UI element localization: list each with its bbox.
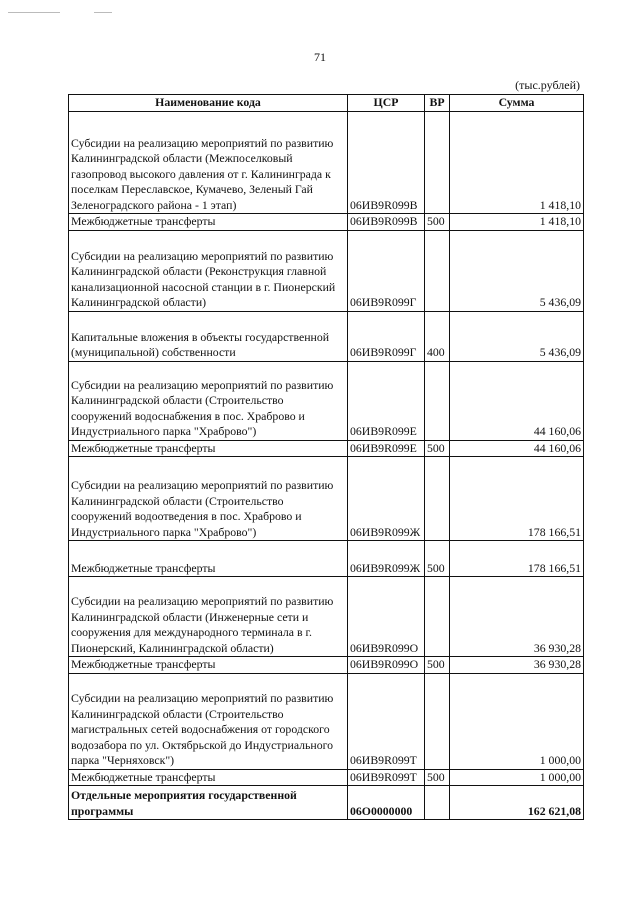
row-name: Субсидии на реализацию мероприятий по развитию Калининградской области (Строительство сооружений водоотведения в пос. Храброво и Индустриального парка "Храброво"): [69, 457, 348, 541]
row-name: Субсидии на реализацию мероприятий по развитию Калининградской области (Реконструкция главной канализационной насосной станции в г. Пионерский Калининградской области): [69, 230, 348, 311]
table-row: [69, 769, 584, 786]
row-sum: 178 166,51: [450, 541, 584, 577]
table-row: [69, 577, 584, 657]
row-sum: 1 000,00: [450, 673, 584, 769]
header-sum: Сумма: [450, 95, 584, 112]
table-row: [69, 311, 584, 361]
row-vr: [425, 111, 450, 214]
row-name: Межбюджетные трансферты: [69, 769, 348, 786]
row-sum: 1 418,10: [450, 214, 584, 231]
row-csr: 06ИВ9R099Т: [348, 673, 425, 769]
row-vr: [425, 577, 450, 657]
row-sum: 36 930,28: [450, 657, 584, 674]
page-number: 71: [314, 50, 326, 64]
row-csr: 06ИВ9R099Ж: [348, 457, 425, 541]
table-row: [69, 214, 584, 231]
row-sum: 44 160,06: [450, 361, 584, 440]
row-sum: 44 160,06: [450, 440, 584, 457]
header-csr: ЦСР: [348, 95, 425, 112]
table-row: [69, 230, 584, 311]
row-vr: 500: [425, 541, 450, 577]
table-row: [69, 541, 584, 577]
header-name: Наименование кода: [69, 95, 348, 112]
row-vr: [425, 786, 450, 820]
row-csr: 06ИВ9R099Г: [348, 311, 425, 361]
table-header-row: [69, 95, 584, 112]
table-row: [69, 673, 584, 769]
row-name: Субсидии на реализацию мероприятий по развитию Калининградской области (Межпоселковый газопровод высокого давления от г. Калининграда к поселкам Переславское, Кумачево, Зеленый Гай Зеленоградского района - 1 этап): [69, 111, 348, 214]
row-vr: 500: [425, 440, 450, 457]
row-csr: 06ИВ9R099В: [348, 111, 425, 214]
row-csr: 06ИВ9R099О: [348, 657, 425, 674]
row-csr: 06ИВ9R099В: [348, 214, 425, 231]
row-name: Капитальные вложения в объекты государственной (муниципальной) собственности: [69, 311, 348, 361]
row-vr: [425, 457, 450, 541]
row-sum: 1 000,00: [450, 769, 584, 786]
row-vr: [425, 230, 450, 311]
header-vr: ВР: [425, 95, 450, 112]
row-name: Межбюджетные трансферты: [69, 657, 348, 674]
scan-artifact: [94, 12, 112, 13]
row-csr: 06ИВ9R099Ж: [348, 541, 425, 577]
table-row: [69, 361, 584, 440]
row-name: Межбюджетные трансферты: [69, 440, 348, 457]
row-name: Отдельные мероприятия государственной программы: [69, 786, 348, 820]
row-csr: 06ИВ9R099Г: [348, 230, 425, 311]
row-sum: 5 436,09: [450, 230, 584, 311]
row-sum: 162 621,08: [450, 786, 584, 820]
row-sum: 178 166,51: [450, 457, 584, 541]
row-vr: [425, 673, 450, 769]
row-sum: 1 418,10: [450, 111, 584, 214]
row-name: Субсидии на реализацию мероприятий по развитию Калининградской области (Инженерные сети и сооружения для международного терминала в г. Пионерский, Калининградской области): [69, 577, 348, 657]
row-vr: 400: [425, 311, 450, 361]
table-row: [69, 657, 584, 674]
row-vr: [425, 361, 450, 440]
scan-artifact: [8, 12, 60, 13]
units-label: (тыс.рублей): [515, 78, 580, 92]
row-csr: 06ИВ9R099Т: [348, 769, 425, 786]
row-vr: 500: [425, 657, 450, 674]
row-name: Межбюджетные трансферты: [69, 214, 348, 231]
row-csr: 06ИВ9R099О: [348, 577, 425, 657]
table-row-total: [69, 786, 584, 820]
row-name: Субсидии на реализацию мероприятий по развитию Калининградской области (Строительство сооружений водоснабжения в пос. Храброво и Индустриального парка "Храброво"): [69, 361, 348, 440]
table-row: [69, 440, 584, 457]
row-csr: 06ИВ9R099Е: [348, 440, 425, 457]
row-name: Межбюджетные трансферты: [69, 541, 348, 577]
row-name: Субсидии на реализацию мероприятий по развитию Калининградской области (Строительство магистральных сетей водоснабжения от городского водозабора по ул. Октябрьской до Индустриального парка "Черняховск"): [69, 673, 348, 769]
table-row: [69, 111, 584, 214]
row-vr: 500: [425, 769, 450, 786]
row-csr: 06О0000000: [348, 786, 425, 820]
row-sum: 36 930,28: [450, 577, 584, 657]
row-csr: 06ИВ9R099Е: [348, 361, 425, 440]
budget-table: [68, 94, 584, 820]
row-vr: 500: [425, 214, 450, 231]
table-row: [69, 457, 584, 541]
row-sum: 5 436,09: [450, 311, 584, 361]
